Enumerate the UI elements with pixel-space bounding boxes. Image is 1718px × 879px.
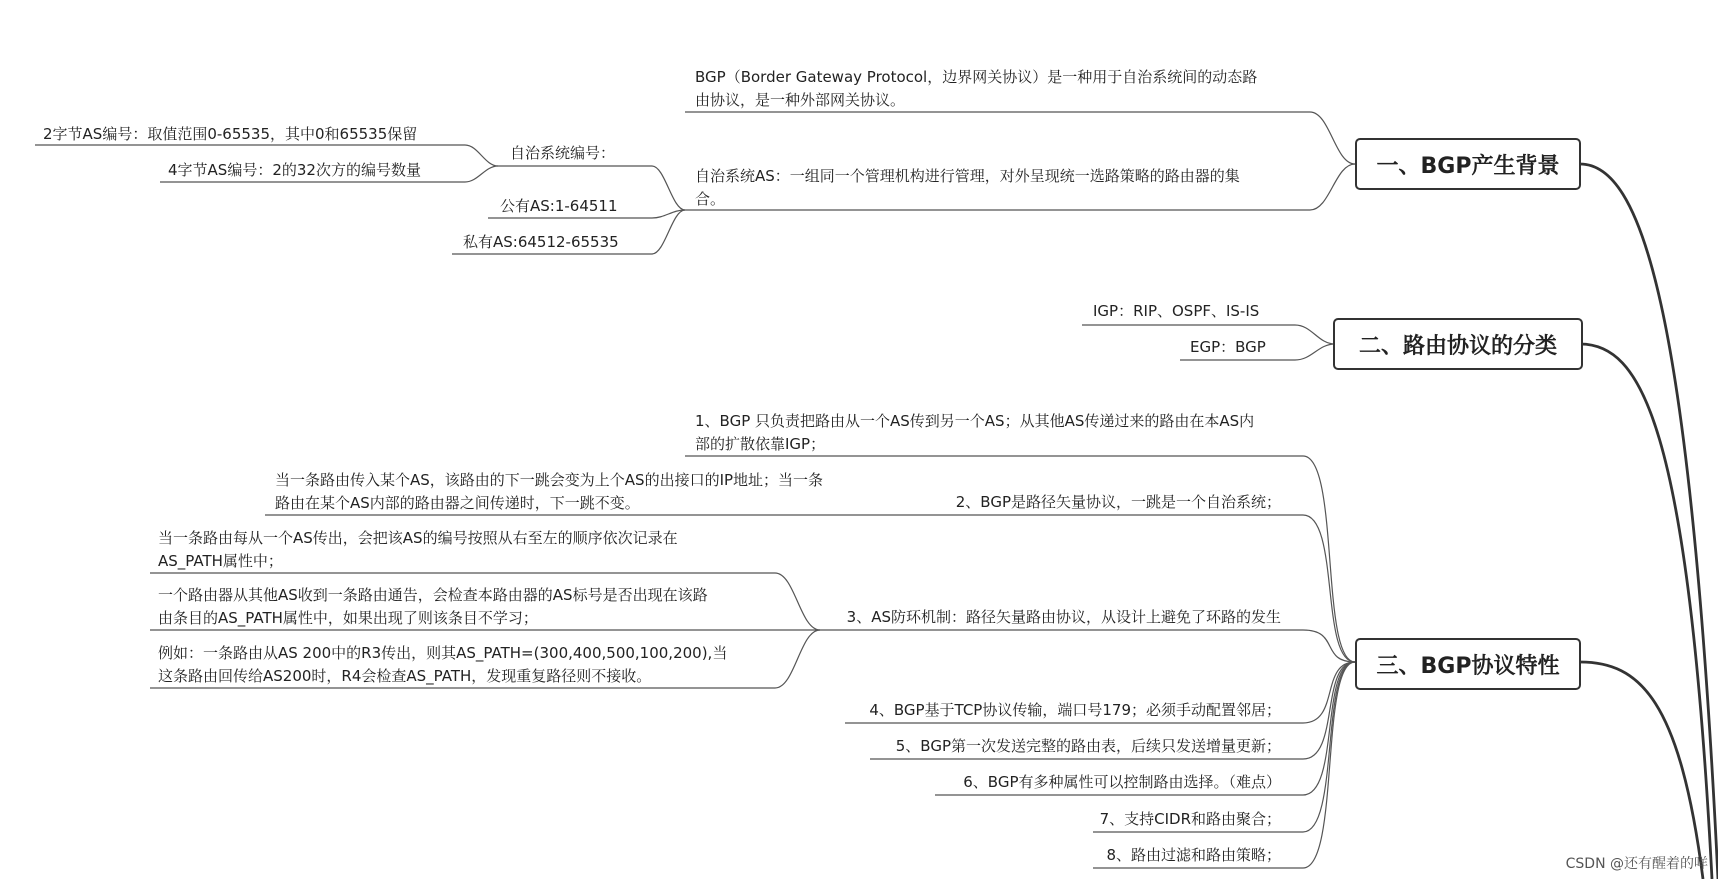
trunk-line-3 — [1580, 662, 1703, 879]
node-feature-3-detail-2-line-1: 一个路由器从其他AS收到一条路由通告，会检查本路由器的AS标号是否出现在该路 — [158, 586, 708, 604]
node-as-definition — [695, 165, 1240, 211]
node-bgp-definition — [695, 66, 1257, 112]
node-feature-3: 3、AS防环机制：路径矢量路由协议，从设计上避免了环路的发生 — [846, 608, 1281, 626]
node-igp: IGP：RIP、OSPF、IS-IS — [1093, 302, 1260, 320]
connector-f3 — [820, 630, 1355, 662]
node-public-as: 公有AS:1-64511 — [500, 197, 618, 215]
connector-f8 — [1093, 662, 1355, 868]
node-feature-8: 8、路由过滤和路由策略； — [1106, 846, 1281, 864]
node-egp: EGP：BGP — [1190, 338, 1266, 356]
topic-bgp-background: 一、BGP产生背景 — [1355, 138, 1581, 190]
node-feature-2-detail-line-2: 路由在某个AS内部的路由器之间传递时，下一跳不变。 — [275, 494, 640, 512]
connector-f2 — [930, 515, 1355, 662]
connector-bgp-def — [685, 112, 1355, 164]
node-feature-2-detail-line-1: 当一条路由传入某个AS，该路由的下一跳会变为上个AS的出接口的IP地址；当一条 — [275, 471, 824, 489]
node-feature-5: 5、BGP第一次发送完整的路由表，后续只发送增量更新； — [895, 737, 1281, 755]
node-as-number: 自治系统编号： — [510, 144, 616, 162]
node-feature-4: 4、BGP基于TCP协议传输，端口号179；必须手动配置邻居； — [869, 701, 1281, 719]
node-as-definition-line-2: 合。 — [695, 190, 726, 208]
node-feature-3-detail-3-line-1: 例如：一条路由从AS 200中的R3传出，则其AS_PATH=(300,400,500,100,200),当 — [158, 644, 728, 662]
node-feature-6: 6、BGP有多种属性可以控制路由选择。（难点） — [963, 773, 1281, 791]
topic-bgp-features: 三、BGP协议特性 — [1355, 638, 1581, 690]
node-as-4byte: 4字节AS编号：2的32次方的编号数量 — [168, 161, 421, 179]
node-feature-2-detail — [275, 469, 823, 515]
node-feature-7: 7、支持CIDR和路由聚合； — [1099, 810, 1281, 828]
node-feature-3-detail-2 — [158, 584, 708, 630]
node-feature-1 — [695, 410, 1254, 456]
node-feature-3-detail-3 — [158, 642, 727, 688]
node-as-definition-line-1: 自治系统AS：一组同一个管理机构进行管理，对外呈现统一选路策略的路由器的集 — [695, 167, 1240, 185]
node-feature-1-line-2: 部的扩散依靠IGP； — [695, 435, 826, 453]
node-feature-3-detail-1-line-2: AS_PATH属性中； — [158, 552, 283, 570]
trunk-line-2 — [1580, 344, 1712, 879]
node-feature-3-detail-1-line-1: 当一条路由每从一个AS传出，会把该AS的编号按照从右至左的顺序依次记录在 — [158, 529, 678, 547]
node-private-as: 私有AS:64512-65535 — [463, 233, 619, 251]
node-bgp-definition-line-1: BGP（Border Gateway Protocol，边界网关协议）是一种用于自治系统间的动态路 — [695, 68, 1258, 86]
topic-routing-protocol-classification: 二、路由协议的分类 — [1333, 318, 1583, 370]
trunk-line-1 — [1580, 164, 1718, 879]
node-feature-1-line-1: 1、BGP 只负责把路由从一个AS传到另一个AS；从其他AS传递过来的路由在本AS内 — [695, 412, 1255, 430]
node-feature-3-detail-2-line-2: 由条目的AS_PATH属性中，如果出现了则该条目不学习； — [158, 609, 538, 627]
node-feature-3-detail-1 — [158, 527, 678, 573]
node-bgp-definition-line-2: 由协议，是一种外部网关协议。 — [695, 91, 906, 109]
node-feature-2: 2、BGP是路径矢量协议，一跳是一个自治系统； — [955, 493, 1281, 511]
node-feature-3-detail-3-line-2: 这条路由回传给AS200时，R4会检查AS_PATH，发现重复路径则不接收。 — [158, 667, 652, 685]
node-as-2byte: 2字节AS编号：取值范围0-65535，其中0和65535保留 — [43, 125, 418, 143]
watermark: CSDN @还有醒着的咩 — [1565, 856, 1708, 872]
